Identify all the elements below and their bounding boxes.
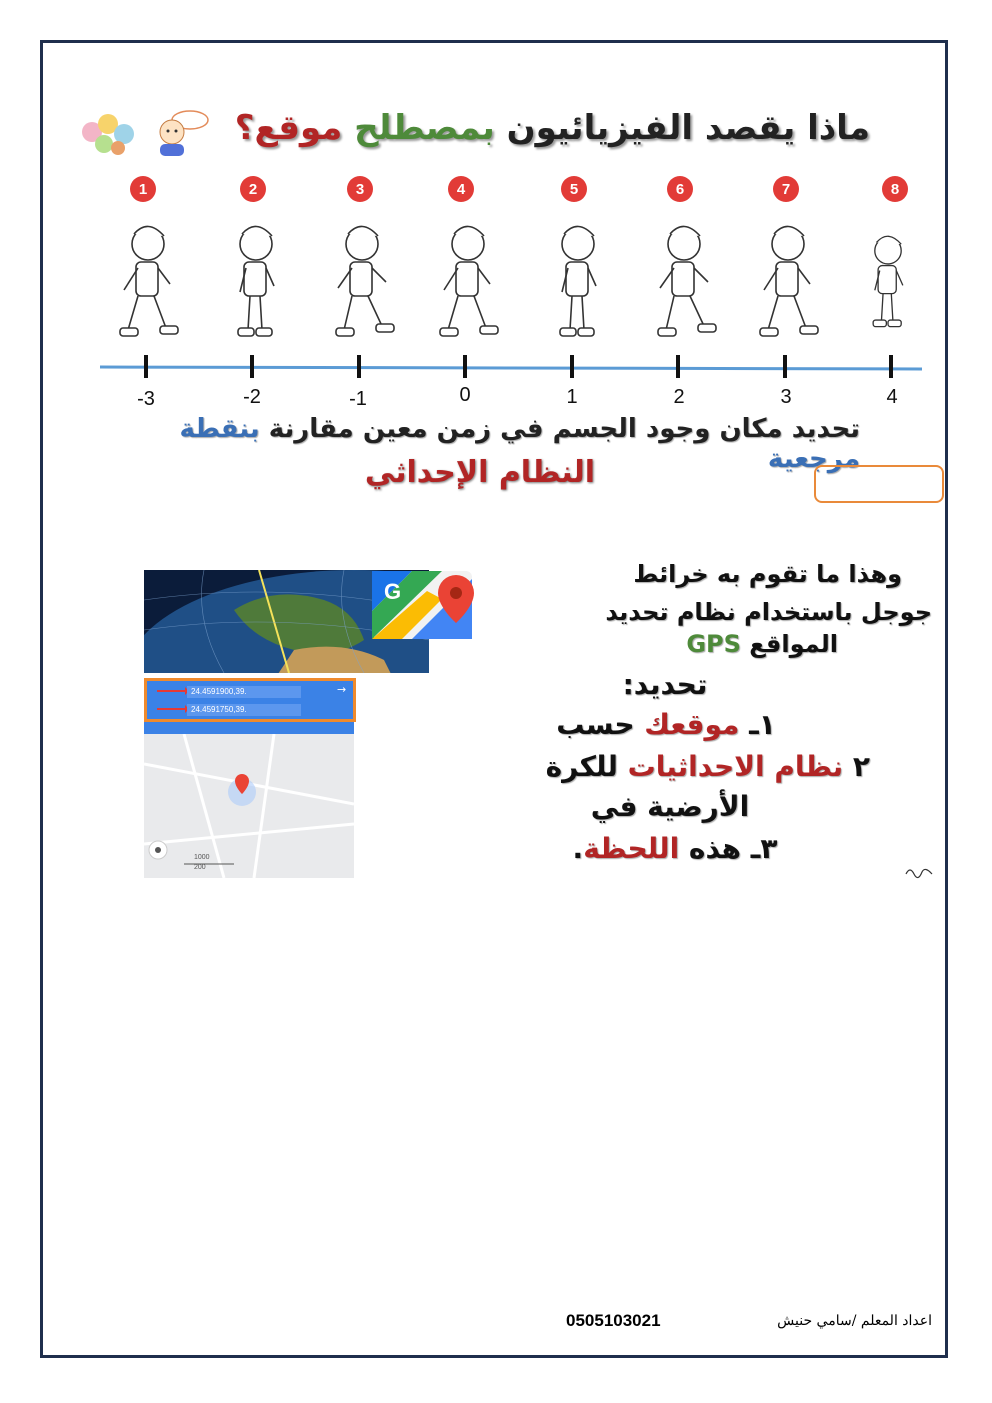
walker-badge-5: 5: [561, 176, 587, 202]
walking-boy-icon: [322, 220, 402, 345]
coordinates-panel: [144, 678, 356, 722]
gps-line-4: تحديد:: [622, 668, 708, 701]
gps-line-6-highlight: نظام الاحداثيات: [627, 750, 844, 783]
page-title: [220, 108, 870, 148]
signature-mark-icon: [904, 864, 934, 880]
tick-label: -2: [243, 386, 261, 408]
tick-label: 4: [886, 386, 898, 408]
author-credit: اعداد المعلم /سامي حنيش: [777, 1313, 932, 1329]
title-part2: بمصطلح: [342, 108, 495, 148]
tick-label: -1: [349, 388, 367, 410]
thinking-face-icon: [150, 110, 210, 158]
walker-badge-2: 2: [240, 176, 266, 202]
walker-badge-7: 7: [773, 176, 799, 202]
phone-number: 0505103021: [566, 1311, 661, 1330]
walking-boy-icon: [108, 220, 188, 345]
map-toolbar: [144, 722, 354, 734]
title-part1: ماذا يقصد الفيزيائيون: [494, 108, 870, 148]
answer-box: [814, 465, 944, 503]
gps-line-5-highlight: موقعك: [644, 708, 740, 741]
gps-line-1: وهذا ما تقوم به خرائط: [633, 560, 902, 588]
tick-label: 1: [566, 386, 578, 408]
number-line: [100, 350, 922, 410]
coordinate-system-title: النظام الإحداثي: [364, 455, 596, 490]
kids-clipart-icon: [78, 108, 138, 158]
walker-badge-4: 4: [448, 176, 474, 202]
gps-line-8-highlight: اللحظة: [583, 832, 680, 865]
title-part3: موقع؟: [234, 108, 343, 148]
coordinate-value[interactable]: 24.4591900,39.: [187, 686, 301, 698]
definition-text: تحديد مكان وجود الجسم في زمن معين مقارنة: [259, 414, 860, 444]
svg-text:G: G: [384, 579, 402, 604]
gps-line-6-number: ٢: [843, 750, 870, 783]
walker-badge-3: 3: [347, 176, 373, 202]
definition-highlight: بنقطة مرجعية: [179, 414, 860, 474]
gps-line-6-rest: للكرة: [545, 750, 628, 783]
gps-line-3-text: المواقع: [740, 630, 838, 658]
walking-boy-icon: [644, 220, 724, 345]
walker-badge-6: 6: [667, 176, 693, 202]
map-scale-label: 200: [194, 864, 206, 871]
gps-line-5-rest: حسب: [556, 708, 645, 741]
tick-label: -3: [137, 388, 155, 410]
google-maps-icon: [372, 571, 482, 639]
map-view[interactable]: [144, 734, 354, 878]
gps-line-3: [620, 630, 838, 658]
walking-boy-icon: [538, 220, 618, 345]
tick-label: 2: [673, 386, 685, 408]
map-streets-icon: [144, 734, 354, 878]
walking-boy-icon: [428, 220, 508, 345]
walking-boy-icon: [748, 220, 828, 345]
tick-label: 0: [459, 384, 471, 406]
walking-boy-icon: [216, 220, 296, 345]
walker-badge-1: 1: [130, 176, 156, 202]
gps-label: GPS: [686, 630, 741, 658]
gps-line-2: جوجل باستخدام نظام تحديد: [605, 598, 932, 626]
coordinate-value[interactable]: 24.4591750,39.: [187, 704, 301, 716]
arrow-icon: [153, 685, 189, 715]
tick-label: 3: [780, 386, 792, 408]
gps-line-7: الأرضية في: [590, 790, 750, 823]
directions-arrow-icon[interactable]: →: [337, 683, 347, 696]
gps-line-5: [520, 708, 812, 741]
gps-line-5-number: ١ـ: [739, 708, 776, 741]
walker-badge-8: 8: [882, 176, 908, 202]
gps-line-6: [470, 750, 870, 783]
walking-boy-icon: [855, 220, 921, 345]
map-scale-label: 1000: [194, 854, 210, 861]
gps-line-8: [540, 832, 810, 865]
gps-line-8-number: ٣ـ هذه: [679, 832, 778, 865]
gps-line-8-end: .: [572, 832, 584, 865]
